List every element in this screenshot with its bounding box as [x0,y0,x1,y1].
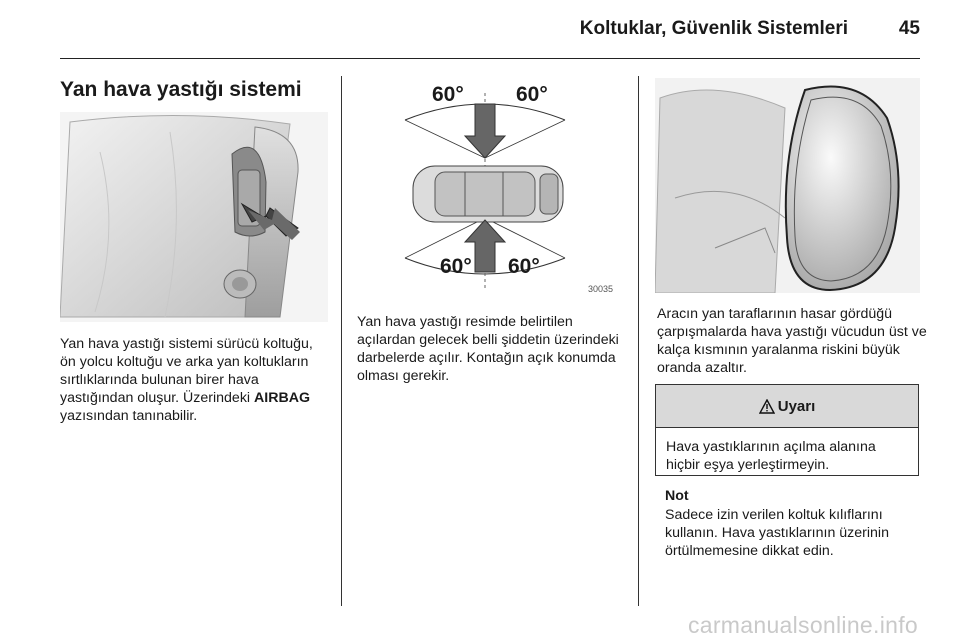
figure-code: 30035 [588,284,614,294]
warning-text: Hava yastıklarının açılma alanına hiçbir eşya yerleştirmeyin. [666,439,876,473]
angle-top-right: 60° [516,83,548,106]
column3-paragraph: Aracın yan taraflarının hasar gördüğü çarpışmalarda hava yastığı vücudun üst ve kalça kısmının yaralanma riskini büyük oranda azaltır. [657,306,927,376]
airbag-label-text: AIRBAG [254,390,310,406]
seat-airbag-label-illustration [60,112,328,322]
column1-paragraph [60,335,330,425]
column1-paragraph-end: yazısından tanınabilir. [60,408,198,424]
warning-header [656,385,918,428]
deployed-side-airbag-illustration [655,78,920,293]
warning-triangle-icon [759,399,775,414]
warning-box [655,384,919,476]
angle-bottom-left: 60° [440,255,472,278]
page-header-title: Koltuklar, Güvenlik Sistemleri [579,18,848,39]
angle-bottom-right: 60° [508,255,540,278]
deployment-angle-diagram [355,78,623,298]
section-title: Yan hava yastığı sistemi [60,78,302,101]
page-number: 45 [898,18,920,39]
column-divider-1 [341,76,342,606]
note-text: Sadece izin verilen koltuk kılıflarını kullanın. Hava yastıklarının üzerinin örtülmemesine dikkat edin. [665,507,889,559]
column-divider-2 [638,76,639,606]
watermark: carmanualsonline.info [687,612,918,638]
column1-paragraph-text: Yan hava yastığı sistemi sürücü koltuğu, ön yolcu koltuğu ve arka yan koltukların sırtlıklarında bulunan birer hava yastığından oluşur. Üzerindeki [60,336,313,406]
column2-paragraph: Yan hava yastığı resimde belirtilen açılardan gelecek belli şiddetin üzerindeki darbelerde açılır. Kontağın açık konumda olması gerekir. [357,314,619,384]
warning-title: Uyarı [777,397,816,415]
note-title: Not [665,488,689,504]
header-rule [60,58,920,59]
angle-top-left: 60° [432,83,464,106]
